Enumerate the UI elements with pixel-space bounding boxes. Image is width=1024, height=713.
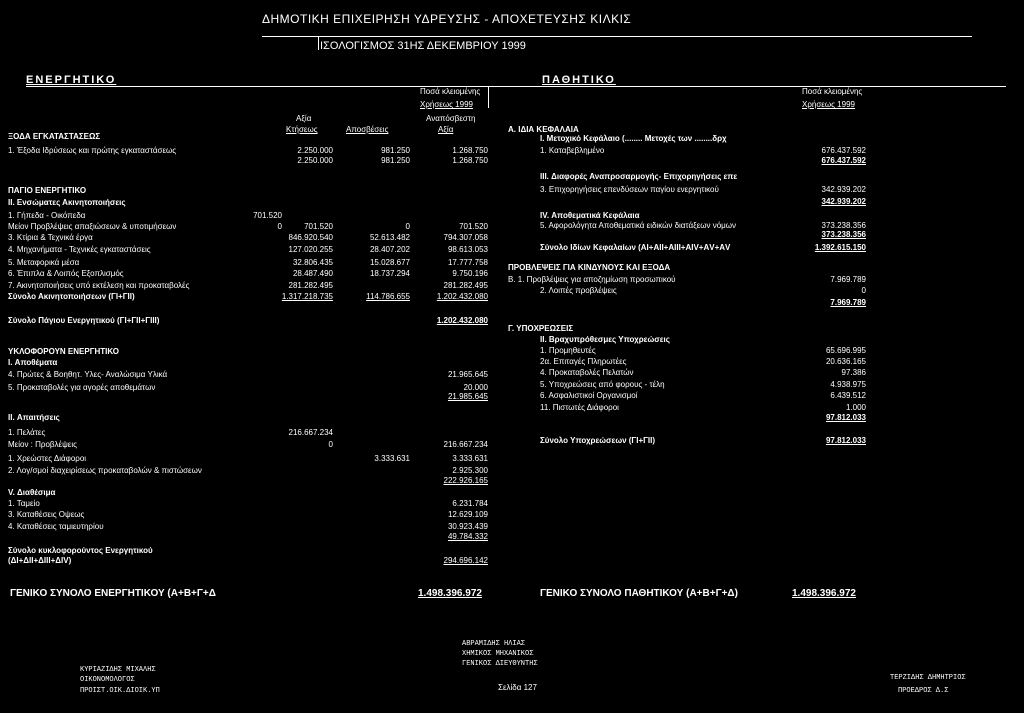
asset-row-label: 3. Κτίρια & Τεχνικά έργα xyxy=(8,233,93,242)
asset-row-label: 5. Προκαταβολές για αγορές αποθεμάτων xyxy=(8,383,156,392)
asset-row-label: 4. Καταθέσεις ταμιευτηρίου xyxy=(8,522,104,531)
asset-row-acquisition: 127.020.255 xyxy=(288,245,333,254)
liability-row-value: 97.386 xyxy=(841,368,866,377)
asset-row-depreciation: 981.250 xyxy=(381,146,410,155)
footer-right-role: ΠΡΟΕΔΡΟΣ Δ.Σ xyxy=(898,687,949,695)
liability-row-value: 676.437.592 xyxy=(821,146,866,155)
liability-row-label: ΠΡΟΒΛΕΨΕΙΣ ΓΙΑ ΚΙΝΔΥΝΟΥΣ ΚΑΙ ΕΞΟΔΑ xyxy=(508,263,671,272)
asset-row-net: 21.965.645 xyxy=(447,370,488,379)
asset-row-net: 701.520 xyxy=(459,222,488,231)
liability-row-label: 1. Καταβεβλημένο xyxy=(540,146,605,155)
header-divider xyxy=(488,86,489,108)
footer-left-role-2: ΠΡΟΙΣΤ.ΟΙΚ.ΔΙΟΙΚ.ΥΠ xyxy=(80,687,160,695)
assets-grand-total-value: 1.498.396.972 xyxy=(418,588,482,599)
assets-header-net-a: Αναπόσβεστη xyxy=(426,114,476,123)
liability-row-value: 7.969.789 xyxy=(830,275,866,284)
footer-right-name: ΤΕΡΖΙΔΗΣ ΔΗΜΗΤΡΙΟΣ xyxy=(890,674,966,682)
liability-row-label: 2α. Επιταγές Πληρωτέες xyxy=(540,357,627,366)
assets-grand-total-label: ΓΕΝΙΚΟ ΣΥΝΟΛΟ ΕΝΕΡΓΗΤΙΚΟΥ (Α+Β+Γ+Δ xyxy=(10,588,216,599)
liability-row-value: 65.696.995 xyxy=(825,346,866,355)
asset-row-label: 5. Μεταφορικά μέσα xyxy=(8,258,80,267)
assets-header-value-mid: Χρήσεως 1999 xyxy=(420,100,473,109)
liability-row-label: 1. Προμηθευτές xyxy=(540,346,596,355)
asset-row-depreciation: 3.333.631 xyxy=(374,454,410,463)
liabilities-title: ΠΑΘΗΤΙΚΟ xyxy=(542,74,616,86)
asset-row-net: 222.926.165 xyxy=(443,476,488,485)
liability-row-value: 342.939.202 xyxy=(821,185,866,194)
asset-row-label: 4. Μηχανήματα - Τεχνικές εγκαταστάσεις xyxy=(8,245,151,254)
assets-header-dep: Αποσβέσεις xyxy=(346,125,389,134)
asset-row-label: 3. Καταθέσεις Οψεως xyxy=(8,510,85,519)
liability-row-value: 0 xyxy=(861,286,866,295)
asset-row-label: (ΔΙ+ΔΙΙ+ΔΙΙΙ+ΔΙV) xyxy=(8,556,72,565)
liabilities-header-b: Χρήσεως 1999 xyxy=(802,100,855,109)
asset-row-net: 1.202.432.080 xyxy=(436,316,488,325)
asset-row-acquisition: 2.250.000 xyxy=(297,156,333,165)
liability-row-value: 7.969.789 xyxy=(830,298,866,307)
footer-center-role-2: ΓΕΝΙΚΟΣ ΔΙΕΥΘΥΝΤΗΣ xyxy=(462,660,538,668)
asset-row-label: ΥΚΛΟΦΟΡΟΥΝ ΕΝΕΡΓΗΤΙΚΟ xyxy=(8,347,120,356)
asset-row-label: 4. Πρώτες & Βοηθητ. Υλες- Αναλώσιμα Υλικά xyxy=(8,370,168,379)
asset-row-net: 3.333.631 xyxy=(452,454,488,463)
footer-left-role-1: ΟΙΚΟΝΟΜΟΛΟΓΟΣ xyxy=(80,676,135,684)
assets-header-net-b: Αξία xyxy=(438,125,454,134)
liability-row-label: II. Βραχυπρόθεσμες Υποχρεώσεις xyxy=(540,335,670,344)
asset-row-acquisition: 846.920.540 xyxy=(288,233,333,242)
liability-row-label: Α. ΙΔΙΑ ΚΕΦΑΛΑΙΑ xyxy=(508,125,579,134)
assets-header-value-top: Ποσά κλειομένης xyxy=(420,87,481,96)
footer-center-name: ΑΒΡΑΜΙΔΗΣ ΗΛΙΑΣ xyxy=(462,640,526,648)
asset-row-depreciation: 981.250 xyxy=(381,156,410,165)
asset-row-net: 1.268.750 xyxy=(452,146,488,155)
liability-row-label: 6. Ασφαλιστικοί Οργανισμοί xyxy=(540,391,638,400)
asset-row-label: Σύνολο Ακινητοποιήσεων (ΓΙ+ΓΙΙ) xyxy=(8,292,135,301)
liability-row-value: 342.939.202 xyxy=(821,197,866,206)
asset-row-label: Σύνολο κυκλοφορούντος Ενεργητικού xyxy=(8,546,153,555)
header-rule-left xyxy=(318,36,319,50)
asset-row-net: 21.985.645 xyxy=(447,392,488,401)
liability-row-value: 1.392.615.150 xyxy=(814,243,866,252)
liability-row-label: III. Διαφορές Αναπροσαρμογής- Επιχορηγήσεις επε xyxy=(540,172,738,181)
liability-row-label: 2. Λοιπές προβλέψεις xyxy=(540,286,617,295)
asset-row-net: 281.282.495 xyxy=(443,281,488,290)
asset-row-c0: 0 xyxy=(277,222,282,231)
liabilities-grand-total-label: ΓΕΝΙΚΟ ΣΥΝΟΛΟ ΠΑΘΗΤΙΚΟΥ (Α+Β+Γ+Δ) xyxy=(540,588,738,599)
asset-row-label: V. Διαθέσιμα xyxy=(8,488,56,497)
asset-row-depreciation: 28.407.202 xyxy=(369,245,410,254)
liability-row-value: 676.437.592 xyxy=(821,156,866,165)
asset-row-net: 12.629.109 xyxy=(447,510,488,519)
asset-row-acquisition: 0 xyxy=(328,440,333,449)
liability-row-label: Γ. ΥΠΟΧΡΕΩΣΕΙΣ xyxy=(508,324,574,333)
asset-row-net: 20.000 xyxy=(463,383,488,392)
asset-row-depreciation: 18.737.294 xyxy=(369,269,410,278)
liability-row-value: 6.439.512 xyxy=(830,391,866,400)
asset-row-label: 7. Ακινητοποιήσεις υπό εκτέλεση και προκαταβολές xyxy=(8,281,190,290)
liabilities-grand-total-value: 1.498.396.972 xyxy=(792,588,856,599)
assets-header-acq-b: Κτήσεως xyxy=(286,125,318,134)
asset-row-label: 1. Έξοδα Ιδρύσεως και πρώτης εγκαταστάσεως xyxy=(8,146,177,155)
liabilities-header-a: Ποσά κλειομένης xyxy=(802,87,863,96)
asset-row-c0: 701.520 xyxy=(253,211,282,220)
asset-row-label: 1. Χρεώστες Διάφοροι xyxy=(8,454,87,463)
asset-row-acquisition: 701.520 xyxy=(304,222,333,231)
assets-title: ΕΝΕΡΓΗΤΙΚΟ xyxy=(26,74,117,86)
asset-row-depreciation: 15.028.677 xyxy=(369,258,410,267)
liability-row-value: 1.000 xyxy=(845,403,866,412)
asset-row-net: 30.923.439 xyxy=(447,522,488,531)
asset-row-net: 294.696.142 xyxy=(443,556,488,565)
asset-row-acquisition: 216.667.234 xyxy=(288,428,333,437)
liability-row-value: 20.636.165 xyxy=(825,357,866,366)
asset-row-label: 6. Έπιπλα & Λοιπός Εξοπλισμός xyxy=(8,269,124,278)
document-subtitle: ΙΣΟΛΟΓΙΣΜΟΣ 31ΗΣ ΔΕΚΕΜΒΡΙΟΥ 1999 xyxy=(320,40,526,52)
asset-row-net: 794.307.058 xyxy=(443,233,488,242)
assets-header-acq-a: Αξία xyxy=(296,114,312,123)
asset-row-label: Μείον Προβλέψεις απαξιώσεων & υποτιμήσεων xyxy=(8,222,177,231)
liability-row-label: 11. Πιστωτές Διάφοροι xyxy=(540,403,619,412)
asset-row-acquisition: 1.317.218.735 xyxy=(281,292,333,301)
asset-row-label: ΞΟΔΑ ΕΓΚΑΤΑΣΤΑΣΕΩΣ xyxy=(8,132,101,141)
asset-row-net: 49.784.332 xyxy=(447,532,488,541)
asset-row-net: 9.750.196 xyxy=(452,269,488,278)
asset-row-depreciation: 0 xyxy=(405,222,410,231)
liability-row-value: 97.812.033 xyxy=(825,413,866,422)
liability-row-value: 373.238.356 xyxy=(821,221,866,230)
asset-row-acquisition: 281.282.495 xyxy=(288,281,333,290)
liability-row-label: I. Μετοχικό Κεφάλαιο (........ Μετοχές των ........δρχ xyxy=(540,134,727,143)
asset-row-depreciation: 52.613.482 xyxy=(369,233,410,242)
asset-row-acquisition: 2.250.000 xyxy=(297,146,333,155)
asset-row-label: I. Αποθέματα xyxy=(8,358,58,367)
asset-row-label: 2. Λογ/σμοί διαχειρίσεως προκαταβολών & πιστώσεων xyxy=(8,466,202,475)
footer-left-name: ΚΥΡΙΑΖΙΔΗΣ ΜΙΧΑΛΗΣ xyxy=(80,666,156,674)
liability-row-label: Σύνολο Ιδίων Κεφαλαίων (ΑΙ+ΑΙΙ+ΑΙΙΙ+ΑΙV+ΑV+ΑV xyxy=(540,243,731,252)
liability-row-label: Β. 1. Προβλέψεις για αποζημίωση προσωπικού xyxy=(508,275,676,284)
asset-row-net: 17.777.758 xyxy=(447,258,488,267)
asset-row-net: 1.202.432.080 xyxy=(436,292,488,301)
asset-row-net: 98.613.053 xyxy=(447,245,488,254)
asset-row-net: 6.231.784 xyxy=(452,499,488,508)
page-number: Σελίδα 127 xyxy=(498,683,537,692)
liability-row-label: 3. Επιχορηγήσεις επενδύσεων παγίου ενεργητικού xyxy=(540,185,719,194)
liability-row-value: 373.238.356 xyxy=(821,230,866,239)
asset-row-label: Μείον : Προβλέψεις xyxy=(8,440,77,449)
liability-row-label: 4. Προκαταβολές Πελατών xyxy=(540,368,634,377)
asset-row-net: 2.925.300 xyxy=(452,466,488,475)
asset-row-label: 1. Πελάτες xyxy=(8,428,46,437)
asset-row-label: 1. Γήπεδα - Οικόπεδα xyxy=(8,211,86,220)
liability-row-label: IV. Αποθεματικά Κεφάλαια xyxy=(540,211,640,220)
liability-row-label: Σύνολο Υποχρεώσεων (ΓΙ+ΓΙΙ) xyxy=(540,436,656,445)
liability-row-label: 5. Υποχρεώσεις από φορους - τέλη xyxy=(540,380,665,389)
asset-row-acquisition: 28.487.490 xyxy=(292,269,333,278)
header-rule xyxy=(262,36,972,37)
liability-row-value: 4.938.975 xyxy=(830,380,866,389)
footer-center-role-1: ΧΗΜΙΚΟΣ ΜΗΧΑΝΙΚΟΣ xyxy=(462,650,534,658)
asset-row-label: Σύνολο Πάγιου Ενεργητικού (ΓΙ+ΓΙΙ+ΓΙΙΙ) xyxy=(8,316,160,325)
liability-row-label: 5. Αφορολόγητα Αποθεματικά ειδικών διατάξεων νόμων xyxy=(540,221,737,230)
asset-row-label: II. Απαιτήσεις xyxy=(8,413,60,422)
asset-row-net: 216.667.234 xyxy=(443,440,488,449)
asset-row-label: ΠΑΓΙΟ ΕΝΕΡΓΗΤΙΚΟ xyxy=(8,186,87,195)
asset-row-depreciation: 114.786.655 xyxy=(366,292,410,301)
asset-row-acquisition: 32.806.435 xyxy=(292,258,333,267)
asset-row-label: II. Ενσώματες Ακινητοποιήσεις xyxy=(8,198,126,207)
asset-row-net: 1.268.750 xyxy=(452,156,488,165)
asset-row-label: 1. Ταμείο xyxy=(8,499,40,508)
liability-row-value: 97.812.033 xyxy=(825,436,866,445)
document-title: ΔΗΜΟΤΙΚΗ ΕΠΙΧΕΙΡΗΣΗ ΥΔΡΕΥΣΗΣ - ΑΠΟΧΕΤΕΥΣΗΣ ΚΙΛΚΙΣ xyxy=(262,12,632,26)
